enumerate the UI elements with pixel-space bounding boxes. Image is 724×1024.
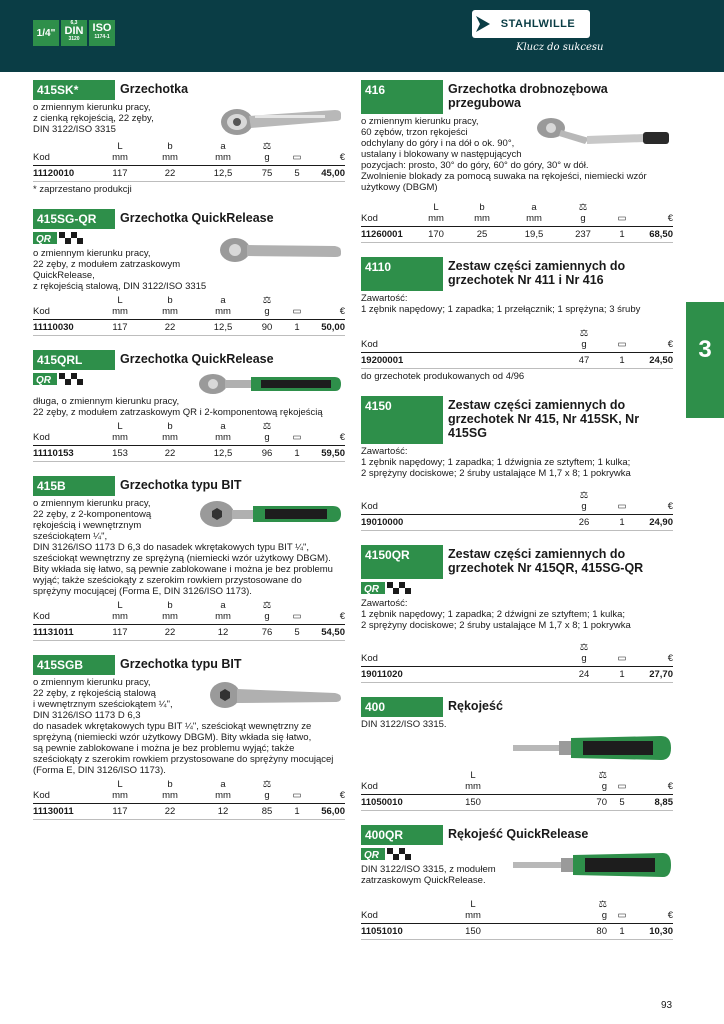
product-title: Grzechotka QuickRelease — [115, 209, 345, 229]
ratchet-image — [195, 372, 345, 396]
ratchet-image — [533, 116, 673, 152]
product-table: Kod ⚖ g ▭ € 19010000 26 1 24,90 — [361, 491, 673, 531]
product-title: Grzechotka typu BIT — [115, 476, 345, 496]
product-table: Kod L mm ⚖ g ▭ € 11051010 150 80 1 10,30 — [361, 900, 673, 940]
bit-ratchet-image — [205, 677, 345, 717]
product-table: Kod L mm ⚖ g ▭ € 11050010 150 70 5 8,85 — [361, 771, 673, 811]
quickrelease-badge-icon — [33, 232, 85, 244]
product-415qrl — [33, 350, 345, 462]
product-title: Rękojeść QuickRelease — [443, 825, 673, 845]
product-title: Grzechotka drobnozębowa przegubowa — [443, 80, 673, 114]
product-415sgb: 415SGB Grzechotka typu BIT o zmiennym kierunku pracy, 22 zęby, z rękojeścią stalową i wewnętrznym sześciokątem ¼", DIN 3126/ISO 1173 D 6,3 do nasadek wkrętakowych typu BIT ¼", sześciokąt wewnętrzny ze sprężyną (niemiecki wzór użytkowy DBGM). Bity wkłada się łatwo, są pewnie zablokowane i można je bez problemu wyjąć; także sześciokąty z szerokim rowkiem przystosowane do sprężyny mocującej (Forma E, DIN 3126/ISO 1173). Kod L mm b mm a mm ⚖ g ▭ € 11130011 117 22 12 85 1 56,00 — [33, 655, 345, 820]
product-code: 4110 — [361, 257, 443, 291]
product-code: 400 — [361, 697, 443, 717]
product-code: 416 — [361, 80, 443, 114]
product-description: długa, o zmiennym kierunku pracy, 22 zęby, z modułem zatrzaskowym QR i 2-komponentową rękojeścią — [33, 396, 323, 418]
product-4150 — [361, 396, 673, 531]
product-code: 415SGB — [33, 655, 115, 675]
product-title: Rękojeść — [443, 697, 673, 717]
table-row: 19200001 47 1 24,50 — [361, 353, 673, 369]
quickrelease-badge-icon — [361, 582, 413, 594]
product-code: 415QRL — [33, 350, 115, 370]
table-row: 11051010 150 80 1 10,30 — [361, 924, 673, 940]
slogan: Klucz do sukcesu — [516, 42, 604, 53]
product-415sg-qr — [33, 209, 345, 336]
product-description: o zmiennym kierunku pracy, z cienką rękojeścią, 22 zęby, DIN 3122/ISO 3315 — [33, 102, 154, 135]
product-table: Kod ⚖ g ▭ € 19200001 47 1 24,50 — [361, 329, 673, 369]
chapter-tab: 3 — [686, 302, 724, 418]
product-415sk — [33, 80, 345, 195]
table-row: 11130011 117 22 12 85 1 56,00 — [33, 804, 345, 820]
note: * zaprzestano produkcji — [33, 184, 132, 195]
product-description: o zmiennym kierunku pracy, 22 zęby, z rękojeścią stalową i wewnętrznym sześciokątem ¼", DIN 3126/ISO 1173 D 6,3 — [33, 677, 173, 721]
quickrelease-badge-icon — [361, 848, 413, 860]
product-code: 415B — [33, 476, 115, 496]
product-table: Kod L mm b mm a mm ⚖ g ▭ € 11131011 117 22 12 76 5 54,50 — [33, 601, 345, 641]
product-table: Kod L mm b mm a mm ⚖ g ▭ € 11120010 117 22 12,5 75 5 45,00 — [33, 142, 345, 182]
page-header — [0, 0, 724, 72]
note: do grzechotek produkowanych od 4/96 — [361, 371, 525, 382]
product-table: Kod L mm b mm a mm ⚖ g ▭ € 11110153 153 22 12,5 96 1 59,50 — [33, 422, 345, 462]
table-row: 11120010 117 22 12,5 75 5 45,00 — [33, 166, 345, 182]
bit-ratchet-image — [195, 498, 345, 534]
product-description: Zawartość: 1 zębnik napędowy; 1 zapadka; 1 przełącznik; 1 sprężyna; 3 śruby — [361, 293, 641, 315]
ratchet-image — [215, 102, 345, 138]
handle-image — [361, 730, 673, 766]
page-number: 93 — [661, 1000, 673, 1011]
product-table: Kod L mm b mm a mm ⚖ g ▭ € 11110030 117 22 12,5 90 1 50,00 — [33, 296, 345, 336]
product-title: Zestaw części zamiennych do grzechotek Nr 415QR, 415SG-QR — [443, 545, 673, 579]
svg-text:QR: QR — [364, 850, 379, 860]
product-title: Zestaw części zamiennych do grzechotek Nr 411 i Nr 416 — [443, 257, 673, 291]
product-description: o zmiennym kierunku pracy, 22 zęby, z modułem zatrzaskowym QuickRelease, z rękojeścią stalową, DIN 3122/ISO 3315 — [33, 248, 207, 292]
table-row: 11110030 117 22 12,5 90 1 50,00 — [33, 320, 345, 336]
product-code: 4150QR — [361, 545, 443, 579]
product-code: 400QR — [361, 825, 443, 845]
table-row: 11131011 117 22 12 76 5 54,50 — [33, 625, 345, 641]
product-4150qr — [361, 545, 673, 683]
svg-text:QR: QR — [364, 584, 379, 594]
product-code: 4150 — [361, 396, 443, 444]
table-row: 11110153 153 22 12,5 96 1 59,50 — [33, 446, 345, 462]
svg-text:QR: QR — [36, 234, 51, 244]
brand-arrow-icon — [476, 16, 490, 32]
right-column — [361, 80, 673, 946]
product-table: Kod L mm b mm a mm ⚖ g ▭ € 11260001 170 25 19,5 237 1 68,50 — [361, 203, 673, 243]
table-row: 11260001 170 25 19,5 237 1 68,50 — [361, 227, 673, 243]
product-code: 415SG-QR — [33, 209, 115, 229]
product-4110 — [361, 257, 673, 382]
product-title: Grzechotka typu BIT — [115, 655, 345, 675]
drive-size-tag: 1/4" — [33, 20, 59, 46]
product-description: DIN 3122/ISO 3315. — [361, 719, 447, 730]
din-tag: 6,3 DIN 3120 — [61, 20, 87, 46]
product-code: 415SK* — [33, 80, 115, 100]
table-row: 19010000 26 1 24,90 — [361, 515, 673, 531]
product-description: DIN 3122/ISO 3315, z modułem zatrzaskowym QuickRelease. — [361, 864, 496, 886]
svg-text:QR: QR — [36, 375, 51, 385]
product-description: o zmiennym kierunku pracy, 60 zębów, trzon rękojeści odchylany do góry i na dół o ok. 90°, ustalany i blokowany w następujących — [361, 116, 522, 160]
left-column — [33, 80, 345, 826]
product-table: Kod L mm b mm a mm ⚖ g ▭ € 11130011 117 22 12 85 1 56,00 — [33, 780, 345, 820]
product-title: Zestaw części zamiennych do grzechotek Nr 415, Nr 415SK, Nr 415SG — [443, 396, 673, 444]
product-description: Zawartość: 1 zębnik napędowy; 1 zapadka; 1 dźwignia ze sztyftem; 1 kulka; 2 sprężyny dociskowe; 2 śruby ustalające M 1,7 x 8; 1 pokrywka — [361, 446, 631, 479]
product-415b: 415B Grzechotka typu BIT o zmiennym kierunku pracy, 22 zęby, z 2-komponentową rękojeścią i wewnętrznym sześciokątem ¼", DIN 3126/ISO 1173 D 6,3 do nasadek wkrętakowych typu BIT ¼", sześciokąt wewnętrzny ze sprężyną (niemiecki wzór użytkowy DBGM). Bity wkłada się łatwo, są pewnie zablokowane i można je bez problemu wyjąć; także sześciokąty z szerokim rowkiem przystosowane do sprężyny mocującej (Forma E, DIN 3126/ISO 1173). Kod L mm b mm a mm ⚖ g ▭ € 11131011 117 22 12 76 5 54,50 — [33, 476, 345, 641]
product-description: Zawartość: 1 zębnik napędowy; 1 zapadka; 2 dźwigni ze sztyftem; 1 kulka; 2 sprężyny dociskowe; 2 śruby ustalające M 1,7 x 8; 1 pokrywka — [361, 598, 631, 631]
ratchet-image — [215, 234, 345, 268]
handle-image — [513, 847, 673, 883]
product-400qr — [361, 825, 673, 940]
product-416: 416 Grzechotka drobnozębowa przegubowa o zmiennym kierunku pracy, 60 zębów, trzon rękojeści odchylany do góry i na dół o ok. 90°, ustalany i blokowany w następujących pozycjach: prosto, 30° do góry, 60° do góry, 30° w dół. Zwolnienie blokady za pomocą suwaka na rękojeści, niemiecki wzór użytkowy (DBGM) Kod L mm b mm a mm ⚖ g ▭ € 11260001 170 25 19,5 237 1 68,50 — [361, 80, 673, 243]
table-row: 11050010 150 70 5 8,85 — [361, 795, 673, 811]
iso-tag: ISO 1174-1 — [89, 20, 115, 46]
product-400 — [361, 697, 673, 811]
product-title: Grzechotka — [115, 80, 345, 100]
table-row: 19011020 24 1 27,70 — [361, 667, 673, 683]
product-description: o zmiennym kierunku pracy, 22 zęby, z 2-komponentową rękojeścią i wewnętrznym sześciokątem ¼", — [33, 498, 152, 542]
brand-name: STAHLWILLE — [500, 18, 576, 30]
quickrelease-badge-icon — [33, 373, 85, 385]
product-title: Grzechotka QuickRelease — [115, 350, 345, 370]
product-table: Kod ⚖ g ▭ € 19011020 24 1 27,70 — [361, 643, 673, 683]
